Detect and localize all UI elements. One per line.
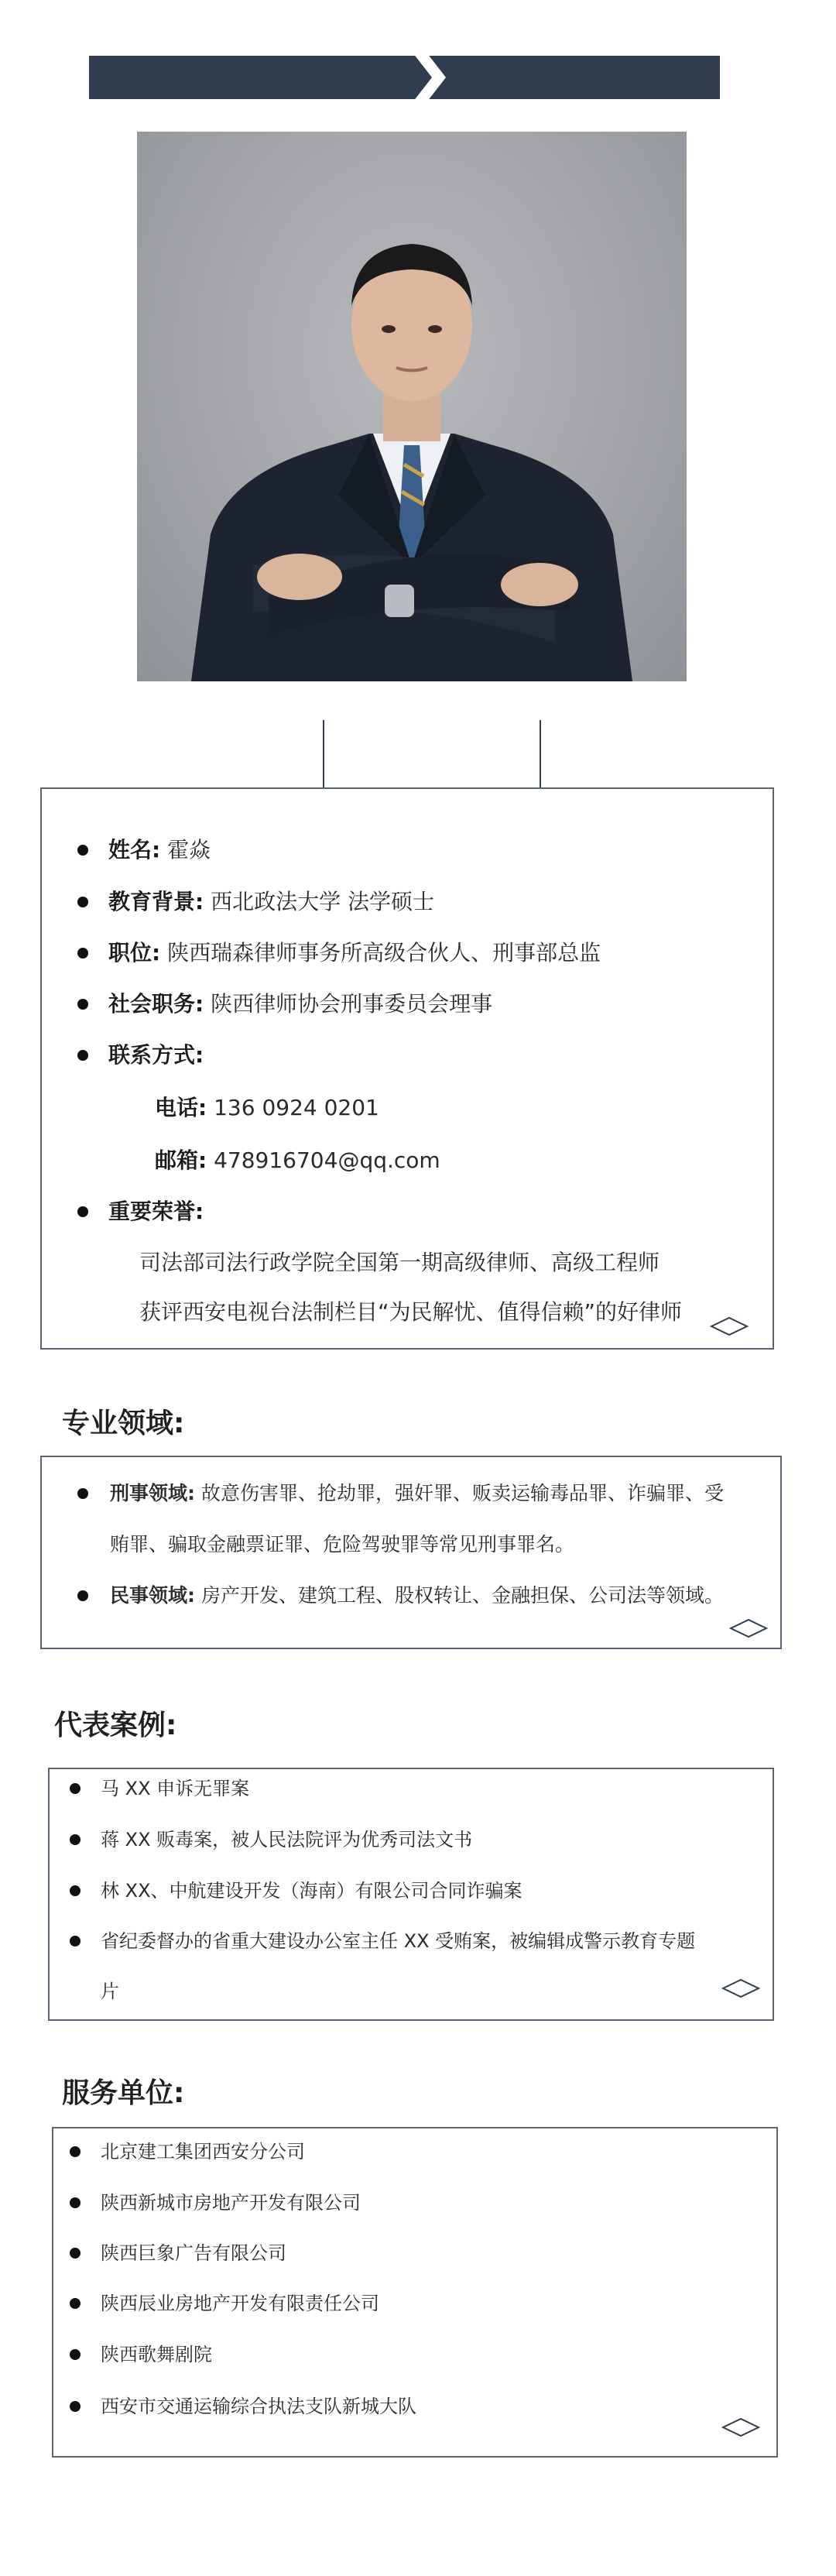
case-item: 蒋 XX 贩毒案，被人民法院评为优秀司法文书 (101, 1829, 473, 1851)
honor-item: 获评西安电视台法制栏目“为民解忧、值得信赖”的好律师 (139, 1299, 683, 1325)
diamond-icon (721, 2417, 760, 2437)
bullet (70, 2197, 81, 2208)
chevron-right-icon (410, 50, 446, 105)
email-label: 邮箱: (155, 1147, 207, 1173)
bullet (77, 948, 88, 959)
bullet (70, 1783, 81, 1794)
bullet (77, 1590, 88, 1601)
bullet (77, 845, 88, 856)
clients-title: 服务单位: (62, 2077, 185, 2109)
bullet (77, 897, 88, 907)
case-item: 马 XX 申诉无罪案 (101, 1778, 250, 1799)
education-label: 教育背景: (108, 889, 204, 914)
bullet (77, 999, 88, 1010)
name-row (108, 835, 211, 866)
case-item-continuation: 片 (101, 1981, 119, 2002)
social-role-row (108, 989, 492, 1020)
client-item: 陕西巨象广告有限公司 (101, 2242, 286, 2264)
bullet (77, 1488, 88, 1499)
client-item: 陕西辰业房地产开发有限责任公司 (101, 2293, 379, 2314)
social-role-value: 陕西律师协会刑事委员会理事 (211, 991, 493, 1017)
bullet (77, 1206, 88, 1217)
position-label: 职位: (108, 940, 161, 966)
name-label: 姓名: (108, 837, 161, 863)
education-row (108, 887, 434, 918)
criminal-value-line2: 贿罪、骗取金融票证罪、危险驾驶罪等常见刑事罪名。 (110, 1533, 575, 1556)
criminal-row (110, 1480, 724, 1508)
bullet (70, 2298, 81, 2309)
position-value: 陕西瑞森律师事务所高级合伙人、刑事部总监 (167, 940, 601, 966)
bullet (70, 2248, 81, 2259)
bullet (70, 2401, 81, 2412)
diamond-icon (721, 1978, 760, 1998)
case-item: 省纪委督办的省重大建设办公室主任 XX 受贿案，被编辑成警示教育专题 (101, 1930, 696, 1952)
civil-label: 民事领域: (110, 1584, 195, 1607)
case-item: 林 XX、中航建设开发（海南）有限公司合同诈骗案 (101, 1880, 522, 1902)
bullet (70, 1936, 81, 1947)
civil-value: 房产开发、建筑工程、股权转让、金融担保、公司法等领域。 (200, 1584, 724, 1607)
diamond-icon (710, 1316, 749, 1336)
email-value[interactable]: 478916704@qq.com (214, 1147, 440, 1173)
diamond-icon (729, 1618, 768, 1638)
position-row (108, 938, 601, 969)
honor-item: 司法部司法行政学院全国第一期高级律师、高级工程师 (139, 1250, 660, 1275)
bullet (70, 1885, 81, 1896)
portrait-illustration (137, 132, 687, 681)
expertise-title: 专业领域: (62, 1408, 185, 1439)
bullet (70, 2349, 81, 2360)
header-banner-right (422, 56, 720, 99)
header-banner-left (89, 56, 422, 99)
civil-row (110, 1582, 724, 1610)
client-item: 西安市交通运输综合执法支队新城大队 (101, 2396, 416, 2417)
cases-title: 代表案例: (54, 1710, 177, 1741)
contact-label: 联系方式: (108, 1042, 204, 1068)
client-item: 陕西歌舞剧院 (101, 2344, 212, 2365)
phone-row (155, 1092, 379, 1123)
social-role-label: 社会职务: (108, 991, 204, 1017)
honors-row (108, 1196, 204, 1227)
client-item: 陕西新城市房地产开发有限公司 (101, 2192, 361, 2214)
bullet (77, 1050, 88, 1061)
name-value: 霍焱 (167, 837, 211, 863)
client-item: 北京建工集团西安分公司 (101, 2141, 305, 2163)
criminal-value-line1: 故意伤害罪、抢劫罪，强奸罪、贩卖运输毒品罪、诈骗罪、受 (200, 1482, 724, 1504)
email-row (155, 1145, 440, 1176)
bullet (70, 2146, 81, 2157)
education-value: 西北政法大学 法学硕士 (211, 889, 435, 914)
criminal-label: 刑事领域: (110, 1482, 195, 1504)
phone-label: 电话: (155, 1095, 207, 1120)
honors-label: 重要荣誉: (108, 1199, 204, 1224)
lawyer-portrait (137, 132, 687, 681)
bullet (70, 1834, 81, 1845)
phone-value: 136 0924 0201 (214, 1095, 379, 1120)
contact-row (108, 1040, 204, 1071)
